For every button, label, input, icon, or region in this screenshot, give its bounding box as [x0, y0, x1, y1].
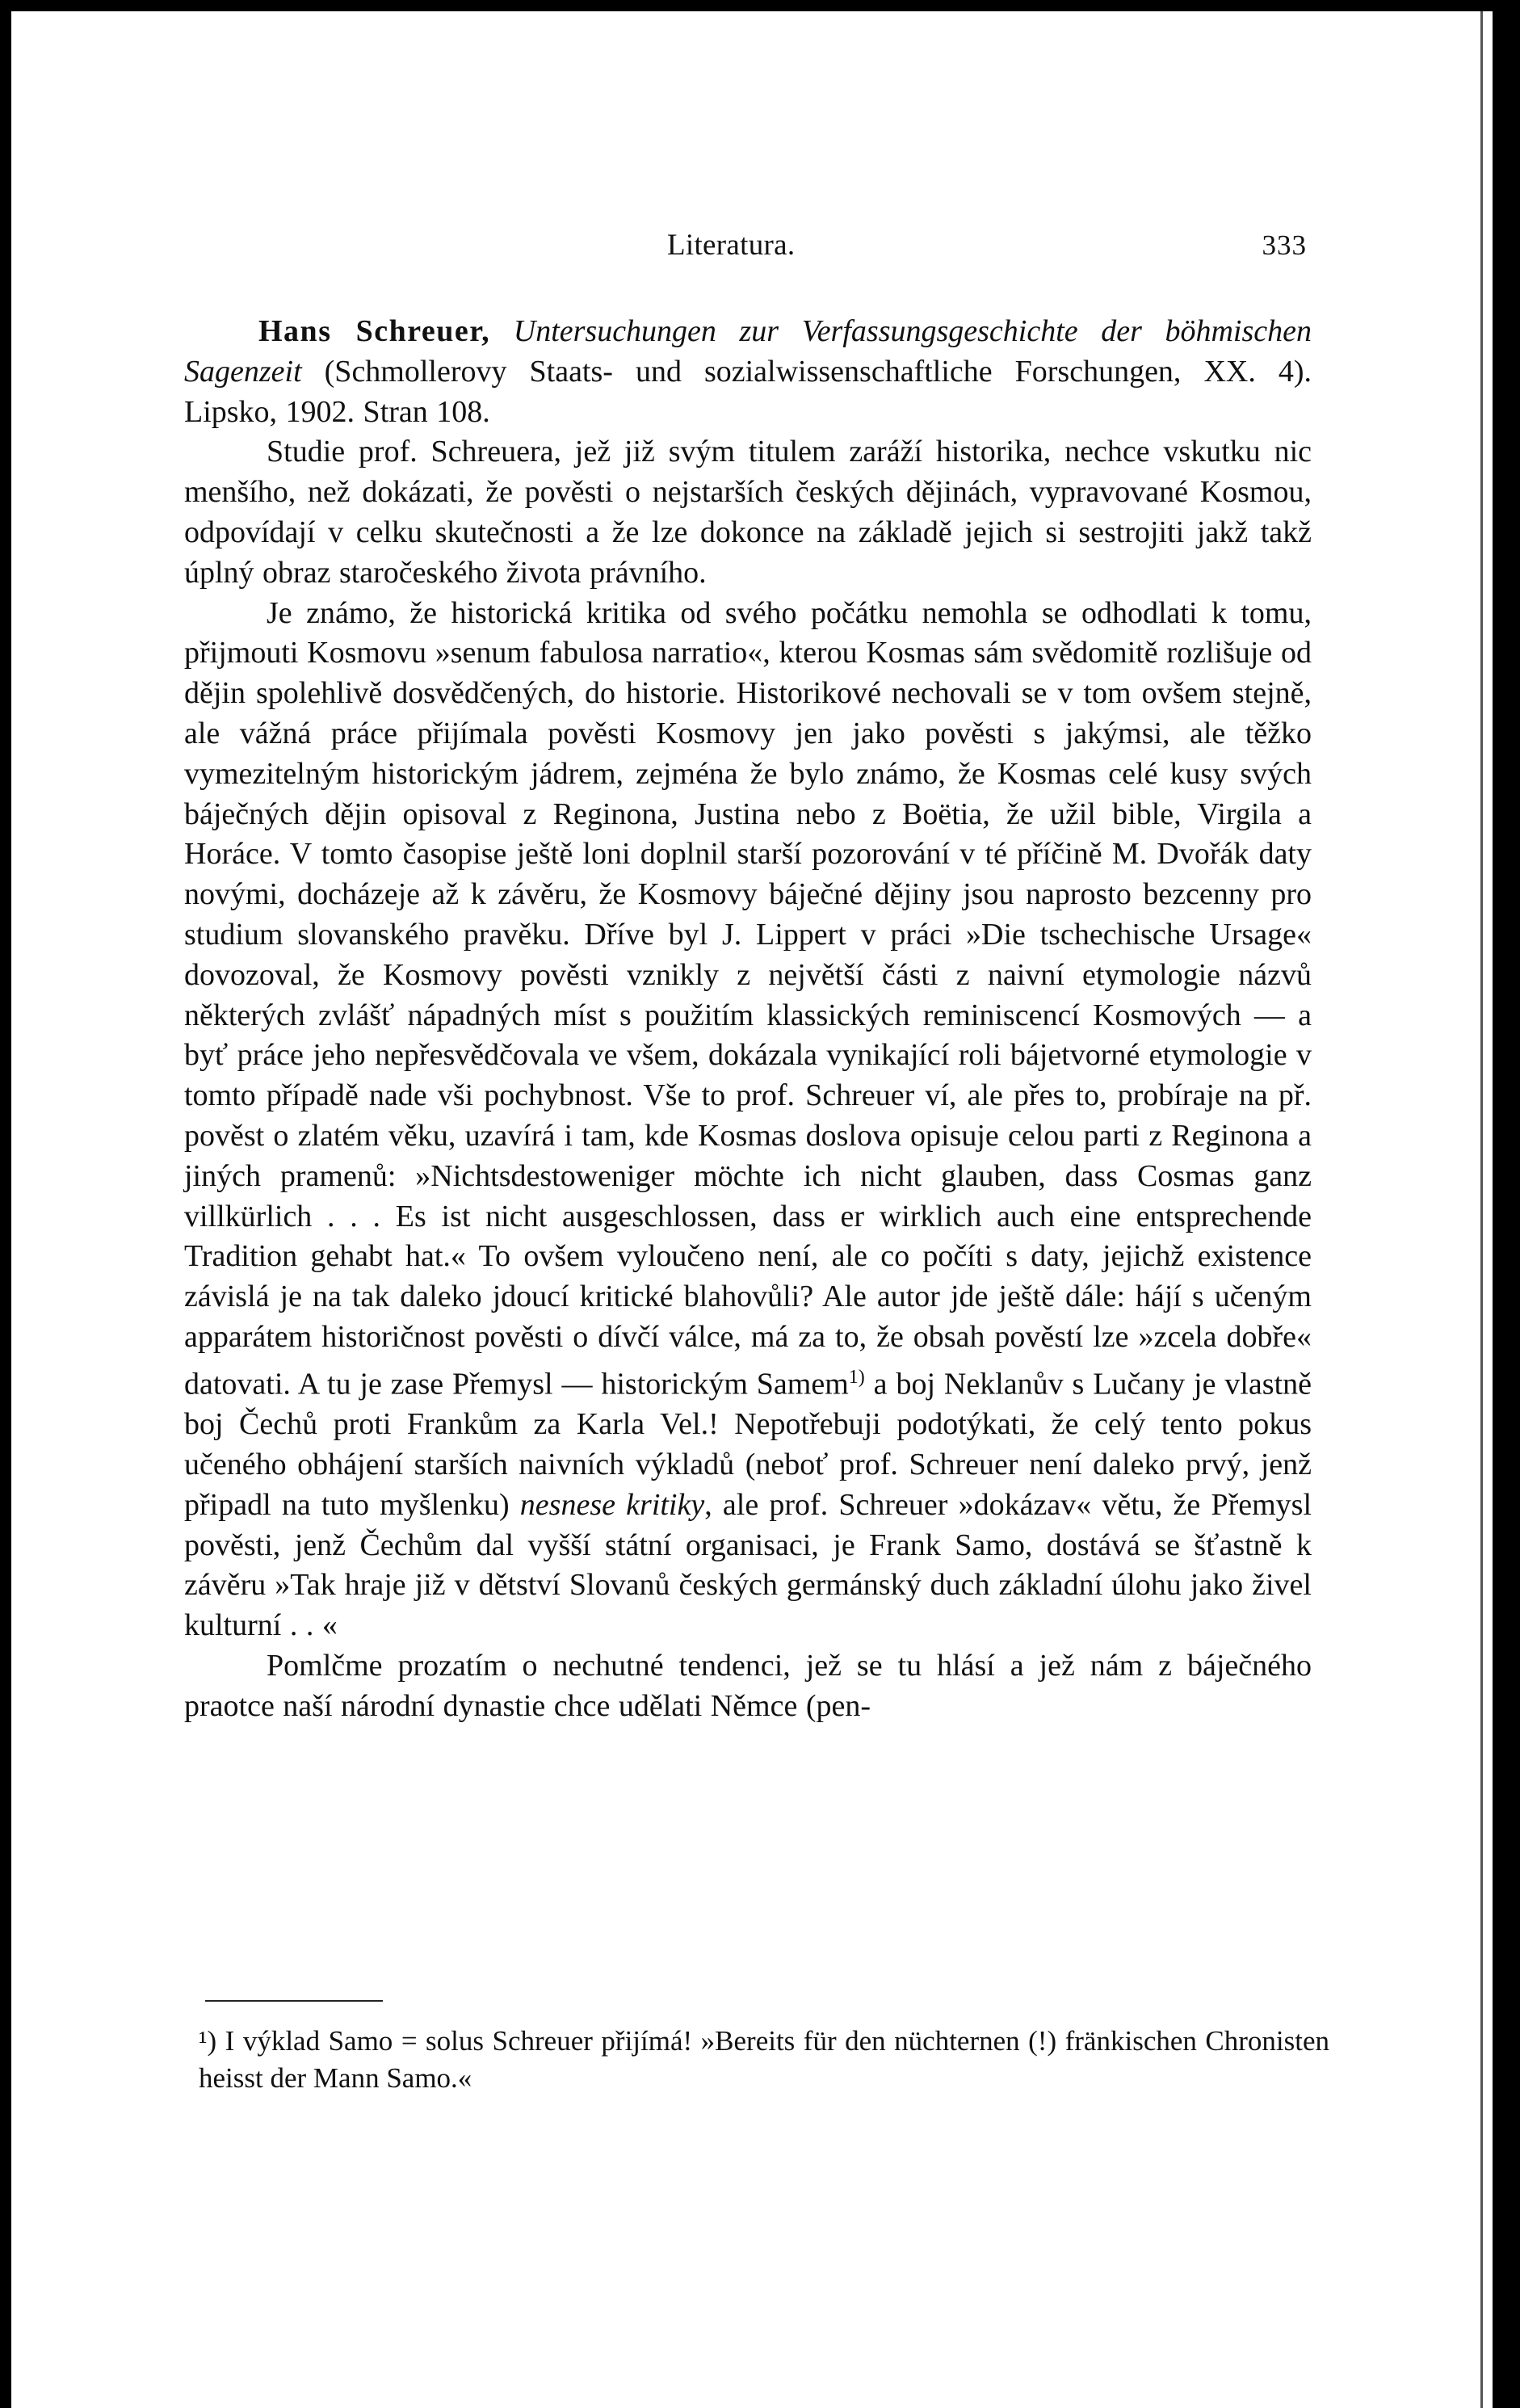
footnote-marker: ¹) — [199, 2025, 217, 2057]
footnote-reference: 1) — [848, 1366, 865, 1388]
paragraph-2-text: Je známo, že historická kritika od svého počátku nemohla se odhodlati k tomu, přijmouti Kosmovu »senum fabulosa narratio«, kterou Kosmas sám svědomitě rozlišuje od dějin spolehlivě dosvědčených, do historie. Historikové nechovali se v tom ovšem stejně, ale vážná práce přijímala pověsti Kosmovy jen jako pověsti s jakýmsi, ale těžko vymezitelným historickým jádrem, zejména že bylo známo, že Kosmas celé kusy svých báječných dějin opisoval z Reginona, Justina nebo z Boëtia, že užil bible, Virgila a Horáce. V tomto časopise ještě loni doplnil starší pozorování v té příčině M. Dvořák daty novými, docházeje až k závěru, že Kosmovy báječné dějiny jsou naprosto bezcenny pro studium slovanského pravěku. Dříve byl J. Lippert v práci »Die tschechische Ursage« dovozoval, že Kosmovy pověsti vznikly z největší části z naivní etymologie názvů některých zvlášť nápadných míst s použitím klassických reminiscencí Kosmových — a byť práce jeho nepřesvědčovala ve všem, dokázala vynikající roli bájetvorné etymologie v tomto případě nade vši pochybnost. Vše to prof. Schreuer ví, ale přes to, probíraje na př. pověst o zlatém věku, uzavírá i tam, kde Kosmas doslova opisuje celou parti z Reginona a jiných pramenů: »Nichtsdestoweniger möchte ich nicht glauben, dass Cosmas ganz villkürlich . . . Es ist nicht ausgeschlossen, dass er wirklich auch eine entsprechende Tradition gehabt hat.« To ovšem vyloučeno není, ale co počíti s daty, jejichž existence závislá je na tak daleko jdoucí kritické blahovůli? Ale autor jde ještě dále: hájí s učeným apparátem historičnost pověsti o dívčí válce, má za to, že obsah pověstí lze »zcela dobře« datovati. A tu je zase Přemysl — historickým Samem — [184, 595, 1312, 1402]
scan-border-top — [0, 0, 1520, 11]
article-body — [184, 312, 1312, 1727]
paragraph-3: Pomlčme prozatím o nechutné tendenci, jež se tu hlásí a jež nám z báječného praotce naší národní dynastie chce udělati Němce (pen- — [184, 1648, 1312, 1723]
footnote — [199, 2023, 1329, 2097]
paragraph-2-end: , ale prof. Schreuer »dokázav« větu, že Přemysl pověsti, jenž Čechům dal vyšší státní organisaci, je Frank Samo, dostává se šťastně k závěru »Tak hraje již v dětství Slovanů českých germánský duch základní úlohu jako živel kulturní . . « — [184, 1487, 1312, 1643]
paragraph-2 — [184, 594, 1312, 1646]
entry-author: Hans Schreuer, — [258, 314, 491, 348]
scan-border-right — [1493, 0, 1520, 2408]
scan-border-left — [0, 0, 11, 2408]
running-head-title: Literatura. — [667, 229, 796, 262]
entry-title: Untersuchungen zur Verfassungsgeschichte der böhmischen Sagenzeit — [184, 314, 1312, 389]
scan-border-right-edge — [1480, 11, 1483, 2408]
footnote-rule — [205, 2000, 383, 2002]
paragraph-2-italic: nesnese kritiky — [519, 1487, 705, 1522]
footnote-text: I výklad Samo = solus Schreuer přijímá! »Bereits für den nüchternen (!) fränkischen Chronisten heisst der Mann Samo.« — [199, 2025, 1329, 2094]
paragraph-1: Studie prof. Schreuera, jež již svým titulem zaráží historika, nechce vskutku nic menšího, než dokázati, že pověsti o nejstarších českých dějinách, vypravované Kosmou, odpovídají v celku skutečnosti a že lze dokonce na základě jejich si sestrojiti jakž takž úplný obraz staročeského života právního. — [184, 435, 1312, 590]
paragraph-2-continued: a boj Neklanův s Lučany je vlastně boj Čechů proti Frankům za Karla Vel.! Nepotřebuji podotýkati, že celý tento pokus učeného obhájení starších naivních výkladů (neboť prof. Schreuer není daleko prvý, jenž připadl na tuto myšlenku) — [184, 1367, 1312, 1522]
running-head — [186, 228, 1333, 268]
page-number: 333 — [1262, 229, 1307, 261]
bibliographic-entry — [184, 312, 1312, 432]
entry-publication: (Schmollerovy Staats- und sozialwissenschaftliche Forschungen, XX. 4). Lipsko, 1902. Stran 108. — [184, 354, 1312, 429]
